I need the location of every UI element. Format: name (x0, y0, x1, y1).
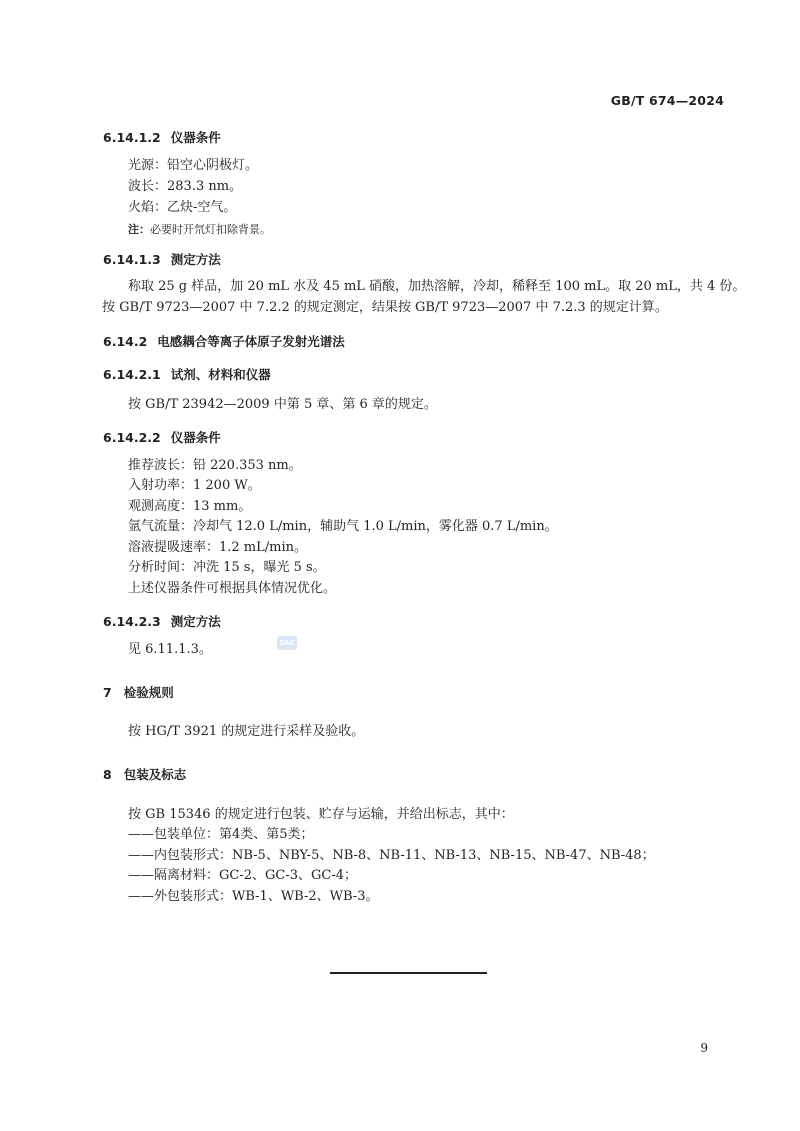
section-title: 试剂、材料和仪器 (170, 367, 271, 382)
section-title: 电感耦合等离子体原子发射光谱法 (157, 334, 345, 349)
reagents-line: 按 GB/T 23942—2009 中第 5 章、第 6 章的规定。 (128, 397, 437, 412)
section-title: 包装及标志 (123, 767, 187, 782)
section-title: 仪器条件 (170, 130, 221, 145)
pack-inner-line: ——内包装形式：NB-5、NBY-5、NB-8、NB-11、NB-13、NB-15、NB-47、NB-48； (128, 848, 655, 863)
heading-7 (103, 683, 174, 701)
section-title: 测定方法 (170, 614, 221, 629)
page-number: 9 (700, 1041, 708, 1055)
section-number: 6.14.1.3 (103, 252, 161, 267)
flame-line: 火焰：乙炔-空气。 (128, 200, 237, 215)
note-line (128, 221, 271, 237)
heading-6-14-2-3 (103, 612, 221, 630)
section-title: 检验规则 (123, 685, 174, 700)
pack-isolation-line: ——隔离材料：GC-2、GC-3、GC-4； (128, 868, 357, 883)
end-rule (330, 972, 487, 974)
pack-outer-line: ——外包装形式：WB-1、WB-2、WB-3。 (128, 889, 379, 904)
method-line-1: 称取 25 g 样品，加 20 mL 水及 45 mL 硝酸，加热溶解，冷却，稀释至 100 mL。取 20 mL，共 4 份。 (128, 279, 746, 294)
sac-watermark: SAC (277, 636, 297, 650)
heading-6-14-2-2 (103, 428, 221, 446)
icp-argon-line: 氩气流量：冷却气 12.0 L/min，辅助气 1.0 L/min，雾化器 0.7 L/min。 (128, 519, 558, 534)
heading-6-14-1-3 (103, 250, 221, 268)
section-number: 8 (103, 767, 112, 782)
note-label: 注： (128, 223, 150, 236)
section-title: 测定方法 (170, 252, 221, 267)
section-number: 6.14.2.3 (103, 614, 161, 629)
section-number: 6.14.2 (103, 334, 148, 349)
pack-unit-line: ——包装单位：第4类、第5类； (128, 827, 314, 842)
section-number: 7 (103, 685, 112, 700)
heading-6-14-1-2 (103, 128, 221, 146)
method-line-2: 按 GB/T 9723—2007 中 7.2.2 的规定测定，结果按 GB/T 9723—2007 中 7.2.3 的规定计算。 (102, 300, 668, 315)
section-number: 6.14.2.1 (103, 367, 161, 382)
icp-uptake-line: 溶液提吸速率：1.2 mL/min。 (128, 540, 308, 555)
heading-6-14-2 (103, 332, 345, 350)
heading-6-14-2-1 (103, 365, 271, 383)
inspection-line: 按 HG/T 3921 的规定进行采样及验收。 (128, 724, 365, 739)
icp-wavelength-line: 推荐波长：铅 220.353 nm。 (128, 458, 302, 473)
pack-intro-line: 按 GB 15346 的规定进行包装、贮存与运输，并给出标志，其中： (128, 807, 514, 822)
section-title: 仪器条件 (170, 430, 221, 445)
icp-optimize-line: 上述仪器条件可根据具体情况优化。 (128, 581, 337, 596)
section-number: 6.14.1.2 (103, 130, 161, 145)
icp-time-line: 分析时间：冲洗 15 s，曝光 5 s。 (128, 560, 326, 575)
wavelength-line: 波长：283.3 nm。 (128, 179, 243, 194)
icp-power-line: 入射功率：1 200 W。 (128, 478, 261, 493)
section-number: 6.14.2.2 (103, 430, 161, 445)
heading-8 (103, 765, 186, 783)
note-text: 必要时开氘灯扣除背景。 (150, 223, 271, 236)
standard-code: GB/T 674—2024 (610, 93, 724, 108)
light-source-line: 光源：铅空心阴极灯。 (128, 158, 259, 173)
icp-method-line: 见 6.11.1.3。 (128, 642, 212, 657)
icp-height-line: 观测高度：13 mm。 (128, 499, 252, 514)
